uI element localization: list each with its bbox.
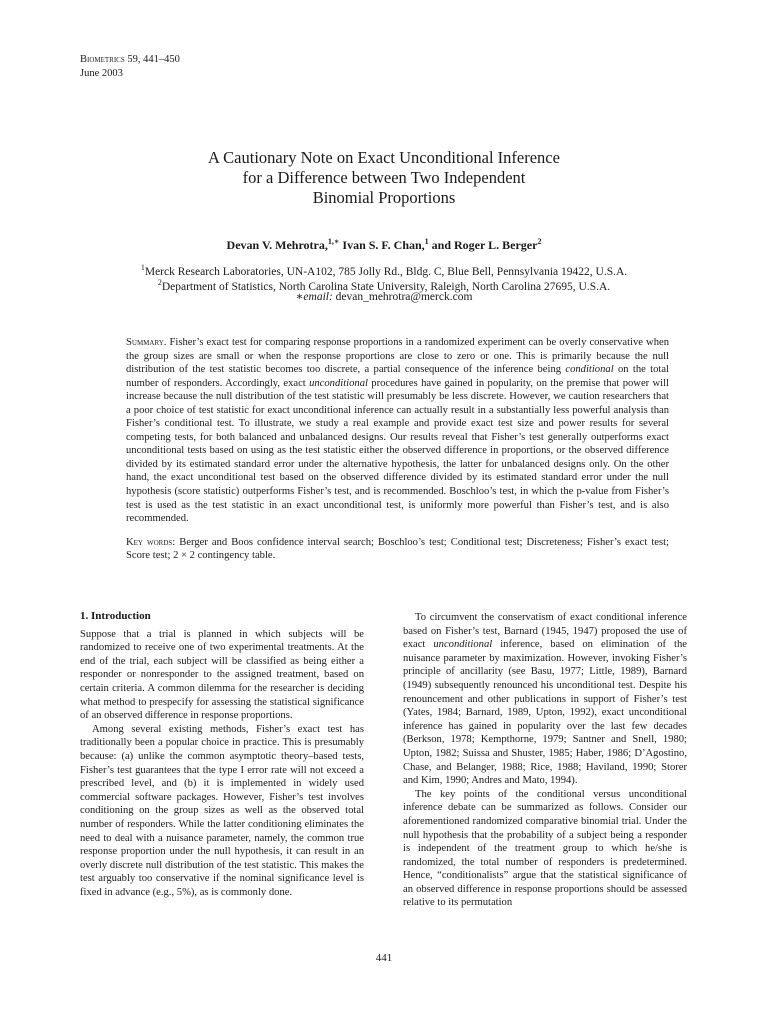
abstract-text-1: Fisher’s exact test for comparing response proportions in a randomized experiment can be overly conservative when the group sizes are small or when the response proportions are close to zero or one. This is primarily because the null distribution of the test statistic becomes too discrete, a partial consequence of the inference being — [126, 337, 669, 376]
author-2: Ivan S. F. Chan, — [339, 238, 425, 252]
paragraph-3-emph: unconditional — [433, 639, 493, 651]
email-address[interactable]: devan_mehrotra@merck.com — [332, 291, 473, 303]
intro-paragraph-1: Suppose that a trial is planned in which subjects will be randomized to receive one of two experimental treatments. At the end of the trial, each subject will be classified as being either a responder or nonresponder to the assigned treatment, based on certain criteria. A common dilemma for the researcher is deciding what method to prespecify for assessing the statistical significance of an observed difference in response proportions. — [80, 628, 364, 722]
title-line-1: A Cautionary Note on Exact Unconditional Inference — [208, 148, 560, 167]
page-number: 441 — [375, 952, 393, 964]
abstract-emph-1: conditional — [565, 364, 614, 376]
author-1-marker: 1,∗ — [327, 237, 340, 246]
intro-paragraph-4: The key points of the conditional versus unconditional inference debate can be summarized as follows. Consider our aforementioned randomized comparative binomial trial. Under the null hypothesis that the probability of a subject being a responder is independent of the treatment group to which he/she is randomized, the total number of responders is predetermined. Hence, “conditionalists” argue that the statistical significance of an observed difference in response proportions should be assessed relative to its permutation — [403, 788, 687, 909]
section-heading: 1. Introduction — [80, 610, 151, 622]
intro-paragraph-2: Among several existing methods, Fisher’s exact test has traditionally been a popular choice in practice. This is presumably because: (a) unlike the common asymptotic theory–based tests, Fisher’s test guarantees that the type I error rate will not exceed a prescribed level, and (b) it is implemented in widely used commercial software packages. However, Fisher’s test involves conditioning on the group sizes as well as the observed total number of responders. While the latter conditioning eliminates the need to deal with a nuisance parameter, namely, the common true response proportion under the null hypothesis, it can result in an overly discrete null distribution of the test statistic. This makes the test arguably too conservative if the nominal significance level is fixed in advance (e.g., 5%), as is commonly done. — [80, 723, 364, 898]
intro-paragraph-3 — [403, 611, 687, 788]
abstract-emph-2: unconditional — [309, 377, 368, 389]
affiliation-1-marker: 1 — [140, 263, 145, 272]
title-line-2: for a Difference between Two Independent — [242, 168, 526, 187]
author-3-marker: 2 — [537, 237, 542, 246]
affiliation-2-text: Department of Statistics, North Carolina State University, Raleigh, North Carolina 27695, U.S.A. — [161, 280, 611, 293]
right-column — [403, 611, 687, 910]
journal-citation — [80, 53, 180, 67]
abstract-text-2: on the total number of responders. Accordingly, exact — [126, 364, 669, 389]
keywords-text: Berger and Boos confidence interval search; Boschloo’s test; Conditional test; Discreteness; Fisher’s exact test; Score test; 2 × 2 contingency table. — [126, 536, 669, 562]
email-label: ∗email: — [295, 291, 333, 303]
affiliation-2-marker: 2 — [157, 278, 162, 287]
abstract-label: Summary. — [126, 337, 167, 348]
keywords-label: Key words: — [126, 536, 176, 548]
author-list — [0, 236, 768, 253]
abstract-text-3: procedures have gained in popularity, on the premise that power will increase because the null distribution of the test statistic will presumably be less discrete. However, we caution researchers that a poor choice of test statistic for exact unconditional inference can actually result in a substantially less powerful analysis than Fisher’s conditional test. To illustrate, we study a real example and provide exact test size and power results for several competing tests, for both balanced and unbalanced designs. Our results reveal that Fisher’s test generally outperforms exact unconditional tests based on using as the test statistic either the observed difference in proportions, or the observed difference divided by its estimated standard error under the alternative hypothesis, the latter for unbalanced designs only. On the other hand, the exact unconditional test based on the observed difference divided by its estimated standard error under the null hypothesis (score statistic) outperforms Fisher’s test, and is recommended. Boschloo’s test, in which the p-value from Fisher’s test is used as the test statistic in an exact unconditional test, is uniformly more powerful than Fisher’s test, and is also recommended. — [126, 377, 669, 525]
author-3: and Roger L. Berger — [428, 238, 538, 252]
journal-name: Biometrics — [80, 54, 125, 65]
volume-pages: 59, 441–450 — [127, 54, 180, 65]
abstract — [126, 336, 669, 563]
journal-header — [80, 53, 180, 81]
issue-date: June 2003 — [80, 68, 123, 79]
affiliation-1-text: Merck Research Laboratories, UN-A102, 785 Jolly Rd., Bldg. C, Blue Bell, Pennsylvania 19422, U.S.A. — [144, 265, 628, 278]
title-line-3: Binomial Proportions — [312, 188, 456, 207]
keywords — [126, 536, 669, 563]
paragraph-3-text-a: To circumvent the conservatism of exact conditional inference based on Fisher’s test, Barnard (1945, 1947) proposed the use of exact — [403, 612, 687, 651]
author-2-marker: 1 — [424, 237, 429, 246]
corresponding-email — [0, 290, 768, 305]
paper-title — [0, 148, 768, 208]
abstract-body — [126, 336, 669, 526]
left-column — [80, 610, 364, 899]
author-1: Devan V. Mehrotra, — [226, 238, 328, 252]
paragraph-3-text-b: inference, based on elimination of the nuisance parameter by maximization. However, invoking Fisher’s principle of ancillarity (see Basu, 1977; Little, 1989), Barnard (1949) subsequently renounced his unconditional test. Despite his renouncement and other publications in support of Fisher’s test (Yates, 1984; Barnard, 1989, Upton, 1992), exact unconditional inference has gained in popularity over the last few decades (Berkson, 1978; Kempthorne, 1979; Santner and Snell, 1980; Upton, 1982; Suissa and Shuster, 1985; Haber, 1986; D’Agostino, Chase, and Belanger, 1988; Rice, 1988; Haviland, 1990; Storer and Kim, 1990; Andres and Mato, 1994). — [403, 639, 687, 787]
